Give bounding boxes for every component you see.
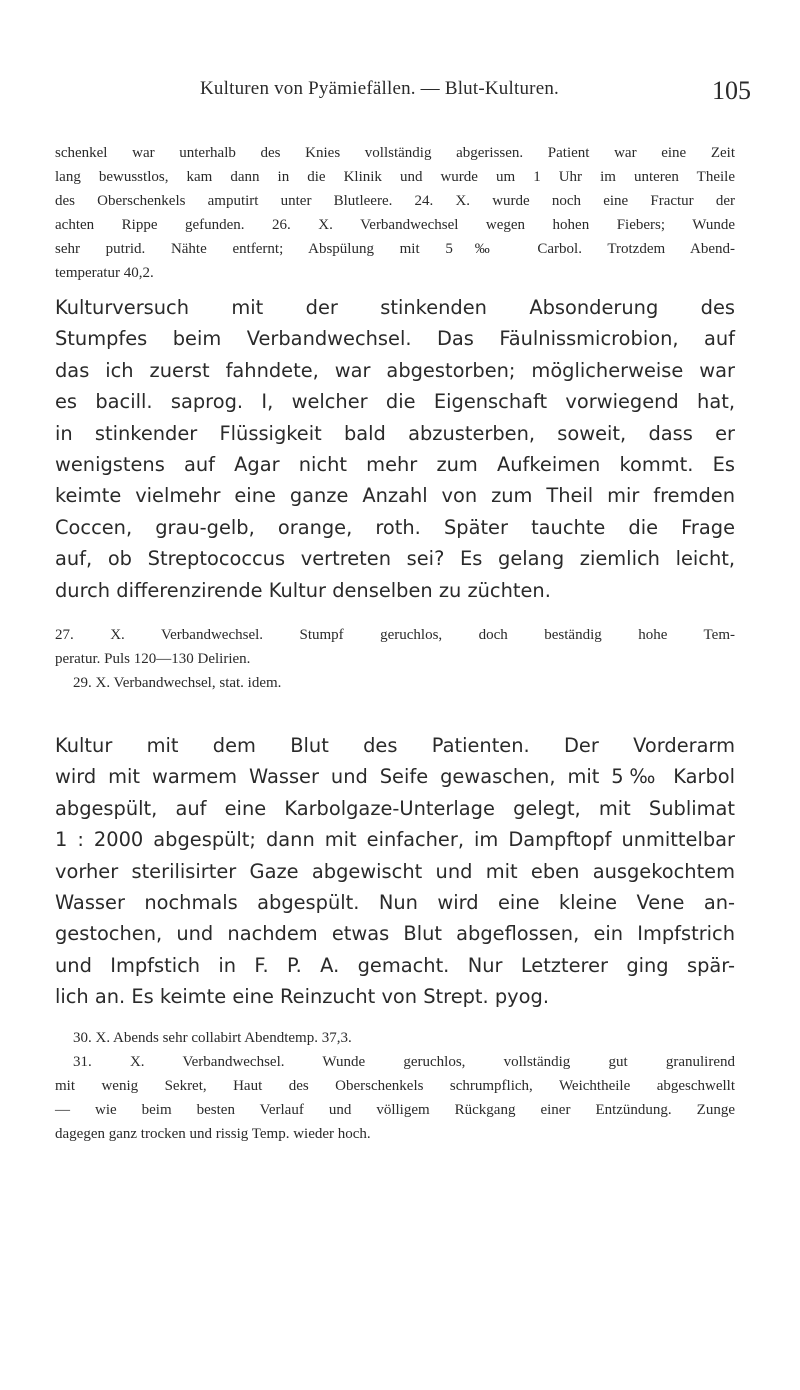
text-line: 29. X. Verbandwechsel, stat. idem. <box>73 675 282 691</box>
case-notes-continued <box>55 141 735 285</box>
page-header <box>0 76 800 116</box>
text-line: es bacill. saprog. I, welcher die Eigenschaft vorwiegend hat, <box>55 390 735 414</box>
text-line: wenigstens auf Agar nicht mehr zum Aufkeimen kommt. Es <box>55 453 735 477</box>
text-line: keimte vielmehr eine ganze Anzahl von zum Theil mir fremden <box>55 484 735 508</box>
text-line: vorher sterilisirter Gaze abgewischt und mit eben ausgekochtem <box>55 859 735 883</box>
text-line: gestochen, und nachdem etwas Blut abgeflossen, ein Impfstrich <box>55 922 735 946</box>
text-line: temperatur 40,2. <box>55 265 154 281</box>
text-line: schenkel war unterhalb des Knies vollständig abgerissen. Patient war eine Zeit <box>55 145 735 161</box>
text-line: 31. X. Verbandwechsel. Wunde geruchlos, vollständig gut granulirend <box>73 1054 735 1070</box>
text-line: Kulturversuch mit der stinkenden Absonderung des <box>55 296 735 319</box>
text-line: abgespült, auf eine Karbolgaze-Unterlage gelegt, mit Sublimat <box>55 796 735 820</box>
text-line: — wie beim besten Verlauf und völligem Rückgang einer Entzündung. Zunge <box>55 1102 735 1118</box>
text-line: das ich zuerst fahndete, war abgestorben; möglicherweise war <box>55 358 735 382</box>
text-line: wird mit warmem Wasser und Seife gewaschen, mit 5‰ Karbol <box>55 765 735 789</box>
text-line: Stumpfes beim Verbandwechsel. Das Fäulnissmicrobion, auf <box>55 327 735 351</box>
text-line: lich an. Es keimte eine Reinzucht von Strept. pyog. <box>55 985 549 1009</box>
case-notes-30-31 <box>55 1026 735 1146</box>
text-line: durch differenzirende Kultur denselben zu züchten. <box>55 578 551 602</box>
text-line: 30. X. Abends sehr collabirt Abendtemp. 37,3. <box>73 1030 352 1046</box>
text-line: Coccen, grau-gelb, orange, roth. Später tauchte die Frage <box>55 515 735 539</box>
text-line: und Impfstich in F. P. A. gemacht. Nur Letzterer ging spär- <box>55 953 735 977</box>
running-head: Kulturen von Pyämiefällen. — Blut-Kulturen. <box>200 78 559 99</box>
case-notes-27-29 <box>55 623 735 695</box>
text-line: Wasser nochmals abgespült. Nun wird eine kleine Vene an- <box>55 891 735 915</box>
text-line: lang bewusstlos, kam dann in die Klinik und wurde um 1 Uhr im unteren Theile <box>55 169 735 185</box>
text-line: mit wenig Sekret, Haut des Oberschenkels schrumpflich, Weichtheile abgeschwellt <box>55 1078 735 1094</box>
culture-experiment-paragraph <box>55 292 735 606</box>
text-line: achten Rippe gefunden. 26. X. Verbandwechsel wegen hohen Fiebers; Wunde <box>55 217 735 233</box>
text-line: des Oberschenkels amputirt unter Blutleere. 24. X. wurde noch eine Fractur der <box>55 193 735 209</box>
text-line: 27. X. Verbandwechsel. Stumpf geruchlos, doch beständig hohe Tem- <box>55 627 735 643</box>
page-number: 105 <box>712 76 751 105</box>
text-line: dagegen ganz trocken und rissig Temp. wieder hoch. <box>55 1126 371 1142</box>
text-line: 1 : 2000 abgespült; dann mit einfacher, im Dampftopf unmittelbar <box>55 828 735 852</box>
blood-culture-paragraph <box>55 730 735 1013</box>
text-line: peratur. Puls 120—130 Delirien. <box>55 651 251 667</box>
text-line: Kultur mit dem Blut des Patienten. Der Vorderarm <box>55 734 735 757</box>
text-line: auf, ob Streptococcus vertreten sei? Es gelang ziemlich leicht, <box>55 547 735 571</box>
text-line: in stinkender Flüssigkeit bald abzusterben, soweit, dass er <box>55 421 735 445</box>
text-line: sehr putrid. Nähte entfernt; Abspülung mit 5‰ Carbol. Trotzdem Abend- <box>55 241 735 257</box>
